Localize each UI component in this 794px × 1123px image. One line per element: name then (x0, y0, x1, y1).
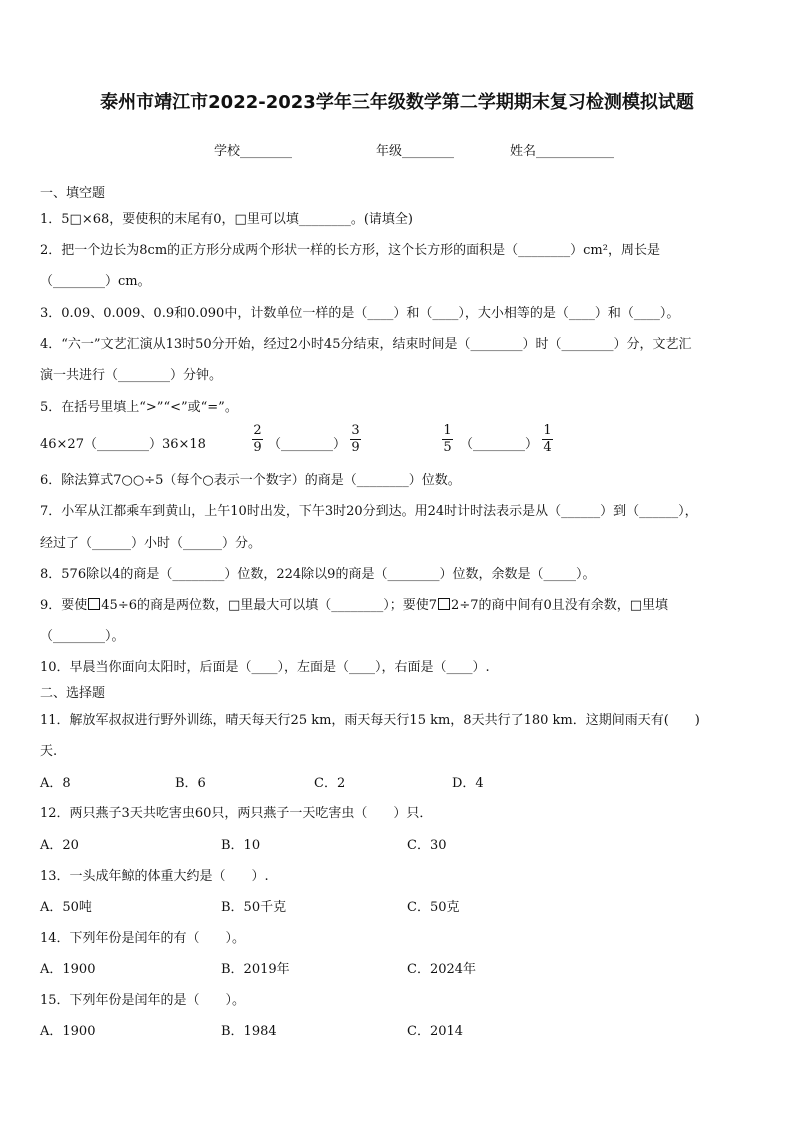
page-title: 泰州市靖江市2022-2023学年三年级数学第二学期期末复习检测模拟试题 (100, 92, 694, 113)
q11-option-c: C．2 (314, 776, 346, 791)
question-8: 8．576除以4的商是（________）位数，224除以9的商是（________）位数，余数是（_____）。 (40, 567, 596, 582)
q12-option-a: A．20 (40, 838, 79, 853)
denominator: 9 (351, 440, 360, 455)
name-field: 姓名____________ (510, 144, 615, 159)
question-2-line-2: （________）cm。 (40, 274, 151, 289)
q14-option-b: B．2019年 (221, 962, 290, 977)
question-5-item-a: 46×27（________）36×18 (40, 437, 206, 452)
question-4-line-2: 演一共进行（________）分钟。 (40, 368, 223, 383)
question-12: 12．两只燕子3天共吃害虫60只，两只燕子一天吃害虫（ ）只． (40, 806, 433, 821)
question-9-line-2: （________）。 (40, 629, 125, 644)
blank-square-icon (438, 598, 450, 610)
q14-option-c: C．2024年 (407, 962, 477, 977)
question-15: 15．下列年份是闰年的是（ ）。 (40, 993, 246, 1008)
question-7-line-2: 经过了（______）小时（______）分。 (40, 536, 262, 551)
question-2-line-1: 2．把一个边长为8cm的正方形分成两个形状一样的长方形，这个长方形的面积是（________）cm²，周长是 (40, 243, 660, 258)
question-4-line-1: 4．“六一”文艺汇演从13时50分开始，经过2小时45分结束，结束时间是（________）时（________）分，文艺汇 (40, 337, 692, 352)
section-choice-heading: 二、选择题 (40, 686, 106, 701)
question-14: 14．下列年份是闰年的有（ ）。 (40, 931, 246, 946)
numerator: 1 (543, 423, 552, 438)
question-3: 3．0.09、0.009、0.9和0.090中，计数单位一样的是（____）和（____），大小相等的是（____）和（____）。 (40, 306, 680, 321)
q15-option-a: A．1900 (40, 1024, 96, 1039)
section-fill-heading: 一、填空题 (40, 186, 106, 201)
q13-option-a: A．50吨 (40, 900, 92, 915)
fraction-1-5 (442, 424, 453, 455)
question-11-line-2: 天. (40, 744, 58, 759)
fraction-3-9 (350, 424, 361, 455)
question-5-item-b-blank: （________） (268, 437, 347, 452)
denominator: 4 (543, 440, 552, 455)
question-13: 13．一头成年鲸的体重大约是（ ）. (40, 869, 269, 884)
q14-option-a: A．1900 (40, 962, 96, 977)
fraction-2-9 (252, 424, 263, 455)
question-11-line-1: 11．解放军叔叔进行野外训练，晴天每天行25 km，雨天每天行15 km，8天共行了180 km．这期间雨天有( ) (40, 713, 700, 728)
question-6: 6．除法算式7○○÷5（每个○表示一个数字）的商是（________）位数。 (40, 473, 461, 488)
q11-option-a: A．8 (40, 776, 71, 791)
q12-option-b: B．10 (221, 838, 261, 853)
school-field: 学校________ (214, 144, 293, 159)
q9-part-3: 2÷7的商中间有0且没有余数，□里填 (451, 598, 669, 613)
denominator: 5 (443, 440, 452, 455)
q13-option-c: C．50克 (407, 900, 460, 915)
q15-option-b: B．1984 (221, 1024, 277, 1039)
question-1: 1．5□×68，要使积的末尾有0，□里可以填________。(请填全) (40, 212, 413, 227)
blank-square-icon (88, 598, 100, 610)
q13-option-b: B．50千克 (221, 900, 287, 915)
numerator: 1 (443, 423, 452, 438)
q11-option-d: D．4 (452, 776, 484, 791)
denominator: 9 (253, 440, 262, 455)
q11-option-b: B．6 (175, 776, 206, 791)
q9-part-1: 9．要使 (40, 598, 88, 613)
question-5: 5．在括号里填上“>”“<”或“=”。 (40, 400, 238, 415)
question-9-line-1 (40, 594, 668, 613)
question-5-item-c-blank: （________） (460, 437, 539, 452)
q12-option-c: C．30 (407, 838, 447, 853)
grade-field: 年级________ (376, 144, 455, 159)
question-7-line-1: 7．小军从江都乘车到黄山，上午10时出发，下午3时20分到达。用24时计时法表示是从（______）到（______）， (40, 504, 698, 519)
q15-option-c: C．2014 (407, 1024, 464, 1039)
fraction-1-4 (542, 424, 553, 455)
numerator: 3 (351, 423, 360, 438)
question-10: 10．早晨当你面向太阳时，后面是（____），左面是（____），右面是（____）. (40, 660, 490, 675)
numerator: 2 (253, 423, 262, 438)
q9-part-2: 45÷6的商是两位数，□里最大可以填（________）；要使7 (101, 598, 438, 613)
